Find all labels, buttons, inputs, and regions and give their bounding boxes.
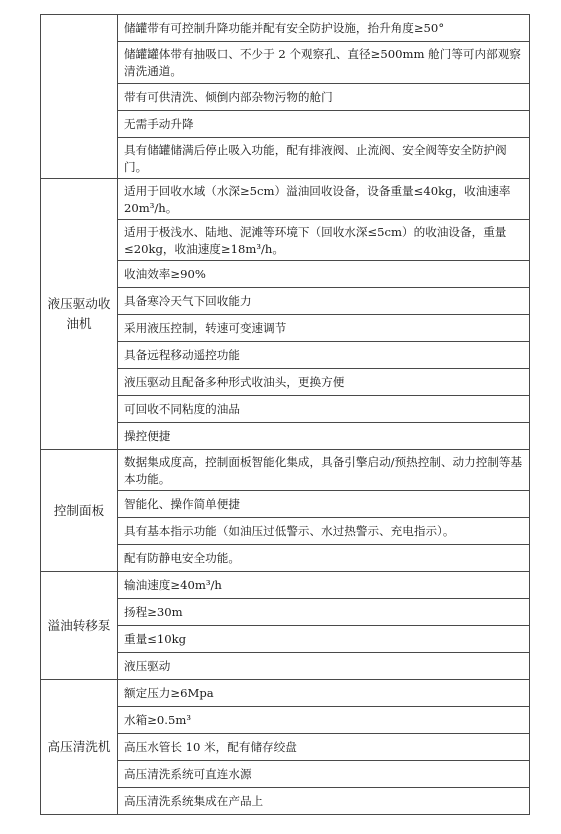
table-row <box>41 179 530 220</box>
requirement-cell: 高压水管长 10 米，配有储存绞盘 <box>118 734 530 761</box>
requirement-cell: 可回收不同粘度的油品 <box>118 396 530 423</box>
requirement-cell: 配有防静电安全功能。 <box>118 545 530 572</box>
requirement-cell: 高压清洗系统可直连水源 <box>118 761 530 788</box>
requirement-cell: 具备远程移动遥控功能 <box>118 342 530 369</box>
requirement-cell: 数据集成度高，控制面板智能化集成，具备引擎启动/预热控制、动力控制等基本功能。 <box>118 450 530 491</box>
category-cell <box>41 15 118 179</box>
requirement-cell: 采用液压控制，转速可变速调节 <box>118 315 530 342</box>
requirement-cell: 智能化、操作简单便捷 <box>118 491 530 518</box>
requirement-cell: 带有可供清洗、倾倒内部杂物污物的舱门 <box>118 84 530 111</box>
table-row <box>41 15 530 42</box>
category-cell: 高压清洗机 <box>41 680 118 815</box>
requirement-cell: 液压驱动 <box>118 653 530 680</box>
category-cell: 控制面板 <box>41 450 118 572</box>
requirement-cell: 无需手动升降 <box>118 111 530 138</box>
table-row <box>41 680 530 707</box>
requirement-cell: 液压驱动且配备多种形式收油头，更换方便 <box>118 369 530 396</box>
category-cell: 溢油转移泵 <box>41 572 118 680</box>
requirement-cell: 储罐罐体带有抽吸口、不少于 2 个观察孔、直径≥500mm 舱门等可内部观察清洗通道。 <box>118 42 530 84</box>
requirement-cell: 扬程≥30m <box>118 599 530 626</box>
table-row <box>41 572 530 599</box>
requirement-cell: 具备寒冷天气下回收能力 <box>118 288 530 315</box>
requirement-cell: 高压清洗系统集成在产品上 <box>118 788 530 815</box>
table-row <box>41 450 530 491</box>
requirement-cell: 重量≤10kg <box>118 626 530 653</box>
category-cell: 液压驱动收油机 <box>41 179 118 450</box>
spec-table <box>40 14 530 815</box>
requirement-cell: 额定压力≥6Mpa <box>118 680 530 707</box>
requirement-cell: 具有基本指示功能（如油压过低警示、水过热警示、充电指示）。 <box>118 518 530 545</box>
requirement-cell: 收油效率≥90% <box>118 261 530 288</box>
requirement-cell: 储罐带有可控制升降功能并配有安全防护设施，抬升角度≥50° <box>118 15 530 42</box>
requirement-cell: 操控便捷 <box>118 423 530 450</box>
requirement-cell: 水箱≥0.5m³ <box>118 707 530 734</box>
requirement-cell: 适用于回收水域（水深≥5cm）溢油回收设备，设备重量≤40kg，收油速率 20m³/h。 <box>118 179 530 220</box>
requirement-cell: 具有储罐储满后停止吸入功能，配有排液阀、止流阀、安全阀等安全防护阀门。 <box>118 138 530 179</box>
requirement-cell: 适用于极浅水、陆地、泥滩等环境下（回收水深≤5cm）的收油设备，重量≤20kg，收油速度≥18m³/h。 <box>118 220 530 261</box>
requirement-cell: 输油速度≥40m³/h <box>118 572 530 599</box>
